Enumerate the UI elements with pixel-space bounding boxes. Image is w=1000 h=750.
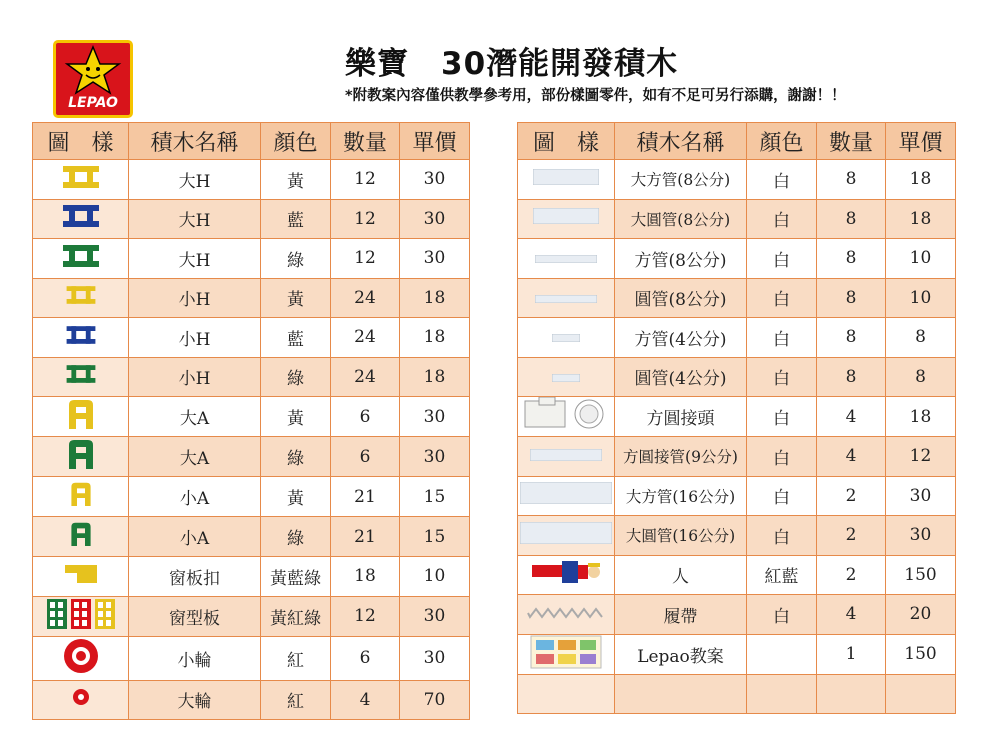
small-a-green-icon [33,517,129,557]
window-clip-icon [33,557,129,597]
header-name: 積木名稱 [129,123,261,160]
header-price: 單價 [886,123,956,160]
part-quantity: 21 [331,517,400,557]
part-quantity: 24 [331,357,400,397]
table-row [518,397,956,437]
table-row [518,160,956,200]
header-qty: 數量 [817,123,886,160]
large-round-tube-16cm-icon [518,516,615,556]
page-subtitle: *附教案內容僅供教學參考用，部份樣圖零件，如有不足可另行添購，謝謝！！ [345,88,846,104]
empty-pic-cell [518,674,615,714]
part-price: 30 [400,437,470,477]
part-quantity: 4 [817,437,886,477]
square-round-pipe-9cm-icon [518,437,615,477]
part-price: 150 [886,634,956,674]
table-row [33,596,470,636]
part-name: 小A [129,477,261,517]
part-price: 18 [886,199,956,239]
part-name: 圓管(8公分) [615,278,747,318]
part-color: 紅藍 [747,555,817,595]
part-price: 10 [400,557,470,597]
part-quantity: 2 [817,476,886,516]
part-price: 12 [886,437,956,477]
table-row [518,318,956,358]
part-quantity: 4 [817,397,886,437]
logo-text: LEPAO [68,95,118,111]
table-row [33,680,470,720]
figure-person-icon [518,555,615,595]
square-round-connector-icon [518,397,615,437]
part-name: 小A [129,517,261,557]
part-name: 人 [615,555,747,595]
header-name: 積木名稱 [615,123,747,160]
part-color: 白 [747,595,817,635]
lepao-logo [53,40,133,118]
part-price: 10 [886,239,956,279]
table-row [33,357,470,397]
table-row [518,239,956,279]
part-color: 白 [747,318,817,358]
part-price: 20 [886,595,956,635]
part-color: 綠 [261,437,331,477]
part-name: 履帶 [615,595,747,635]
part-color: 白 [747,278,817,318]
part-price: 18 [886,397,956,437]
part-price: 30 [400,596,470,636]
lesson-plan-booklet-icon [518,634,615,674]
parts-table-right [517,122,956,714]
part-price: 18 [886,160,956,200]
part-color [747,634,817,674]
part-name: 大H [129,199,261,239]
part-quantity: 6 [331,636,400,680]
square-tube-4cm-icon [518,318,615,358]
table-row [33,239,470,279]
part-name: 小H [129,318,261,358]
part-name: 大輪 [129,680,261,720]
part-color: 紅 [261,636,331,680]
track-belt-icon [518,595,615,635]
window-panel-icon [33,596,129,636]
small-wheel-icon [33,636,129,680]
part-name: 大A [129,437,261,477]
part-quantity: 24 [331,318,400,358]
table-row [33,477,470,517]
part-name: 方管(4公分) [615,318,747,358]
part-name: 小H [129,278,261,318]
large-round-tube-8cm-icon [518,199,615,239]
part-quantity: 8 [817,278,886,318]
part-price [886,674,956,714]
table-row [33,636,470,680]
part-quantity [817,674,886,714]
part-color [747,674,817,714]
part-quantity: 6 [331,437,400,477]
part-price: 30 [400,397,470,437]
part-color: 黃 [261,397,331,437]
part-quantity: 12 [331,199,400,239]
part-color: 白 [747,397,817,437]
part-name: 方管(8公分) [615,239,747,279]
big-a-green-icon [33,437,129,477]
part-color: 白 [747,437,817,477]
table-row [518,516,956,556]
small-a-yellow-icon [33,477,129,517]
part-price: 8 [886,357,956,397]
part-color: 黃藍綠 [261,557,331,597]
part-price: 15 [400,477,470,517]
part-name: 窗型板 [129,596,261,636]
part-color: 紅 [261,680,331,720]
part-name: 大圓管(16公分) [615,516,747,556]
part-price: 18 [400,318,470,358]
header-price: 單價 [400,123,470,160]
part-name: 窗板扣 [129,557,261,597]
table-row [33,318,470,358]
part-price: 10 [886,278,956,318]
part-price: 30 [886,516,956,556]
part-color: 白 [747,476,817,516]
table-row [518,357,956,397]
part-quantity: 4 [331,680,400,720]
part-name: 大H [129,239,261,279]
small-h-yellow-icon [33,278,129,318]
part-quantity: 8 [817,160,886,200]
big-a-yellow-icon [33,397,129,437]
part-quantity: 18 [331,557,400,597]
large-square-tube-16cm-icon [518,476,615,516]
table-row [518,437,956,477]
table-row [518,476,956,516]
table-row [33,199,470,239]
table-row [33,397,470,437]
part-quantity: 1 [817,634,886,674]
parts-table-left [32,122,470,720]
part-price: 15 [400,517,470,557]
part-name: Lepao教案 [615,634,747,674]
part-quantity: 12 [331,160,400,200]
part-color: 綠 [261,517,331,557]
part-quantity: 6 [331,397,400,437]
star-icon [62,45,124,97]
part-color: 綠 [261,357,331,397]
part-price: 150 [886,555,956,595]
table-header-row [518,123,956,160]
part-quantity: 8 [817,239,886,279]
part-color: 黃 [261,477,331,517]
part-name: 小輪 [129,636,261,680]
big-h-yellow-icon [33,160,129,200]
part-name: 大方管(16公分) [615,476,747,516]
part-price: 30 [400,636,470,680]
part-color: 黃 [261,278,331,318]
part-price: 30 [886,476,956,516]
part-color: 白 [747,199,817,239]
part-name: 方圓接頭 [615,397,747,437]
table-row [518,555,956,595]
part-price: 18 [400,357,470,397]
small-h-green-icon [33,357,129,397]
header-qty: 數量 [331,123,400,160]
big-h-blue-icon [33,199,129,239]
part-color: 白 [747,516,817,556]
part-quantity: 12 [331,596,400,636]
square-tube-8cm-icon [518,239,615,279]
round-tube-8cm-icon [518,278,615,318]
part-quantity: 24 [331,278,400,318]
part-color: 藍 [261,199,331,239]
table-row [518,674,956,714]
page-title: 樂寶 30潛能開發積木 [345,46,679,82]
part-color: 黃紅綠 [261,596,331,636]
part-color: 白 [747,160,817,200]
header-pic: 圖 樣 [518,123,615,160]
table-row [33,557,470,597]
part-price: 18 [400,278,470,318]
part-price: 30 [400,239,470,279]
table-header-row [33,123,470,160]
table-row [518,634,956,674]
big-h-green-icon [33,239,129,279]
part-price: 30 [400,160,470,200]
part-quantity: 12 [331,239,400,279]
table-row [518,595,956,635]
header-pic: 圖 樣 [33,123,129,160]
part-quantity: 21 [331,477,400,517]
small-h-blue-icon [33,318,129,358]
part-name: 大A [129,397,261,437]
part-color: 藍 [261,318,331,358]
part-price: 30 [400,199,470,239]
part-price: 70 [400,680,470,720]
part-color: 綠 [261,239,331,279]
header-color: 顏色 [747,123,817,160]
part-name: 大H [129,160,261,200]
header-color: 顏色 [261,123,331,160]
round-tube-4cm-icon [518,357,615,397]
large-square-tube-8cm-icon [518,160,615,200]
big-wheel-icon [33,680,129,720]
table-row [33,517,470,557]
table-row [518,199,956,239]
part-quantity: 8 [817,199,886,239]
table-row [33,278,470,318]
part-quantity: 4 [817,595,886,635]
part-quantity: 2 [817,555,886,595]
table-row [518,278,956,318]
part-name: 大方管(8公分) [615,160,747,200]
part-name: 圓管(4公分) [615,357,747,397]
part-color: 白 [747,357,817,397]
part-price: 8 [886,318,956,358]
part-name: 方圓接管(9公分) [615,437,747,477]
table-row [33,437,470,477]
part-quantity: 8 [817,357,886,397]
table-row [33,160,470,200]
part-color: 黃 [261,160,331,200]
part-name [615,674,747,714]
part-quantity: 2 [817,516,886,556]
part-name: 小H [129,357,261,397]
part-quantity: 8 [817,318,886,358]
part-name: 大圓管(8公分) [615,199,747,239]
part-color: 白 [747,239,817,279]
